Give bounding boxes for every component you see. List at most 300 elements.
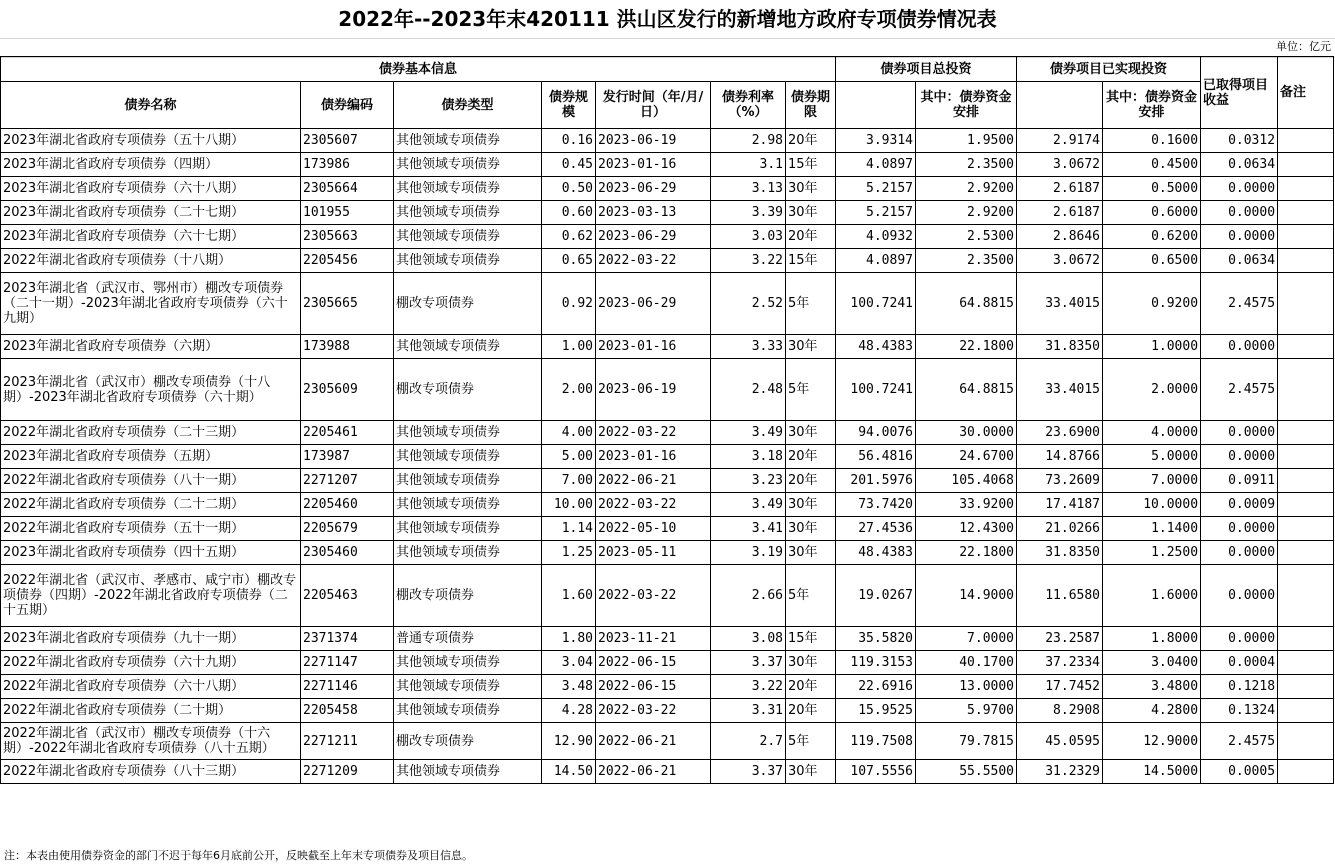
cell-name: 2022年湖北省政府专项债券（八十一期） [1, 469, 301, 493]
header-total-blank [836, 82, 916, 129]
cell-term: 20年 [786, 469, 836, 493]
cell-code: 2305607 [301, 129, 394, 153]
cell-term: 30年 [786, 651, 836, 675]
cell-income: 0.0000 [1201, 421, 1278, 445]
cell-name: 2023年湖北省（武汉市、鄂州市）棚改专项债券（二十一期）-2023年湖北省政府专项债券（六十九期） [1, 273, 301, 335]
cell-total: 5.2157 [836, 201, 916, 225]
cell-total: 3.9314 [836, 129, 916, 153]
table-row [1, 201, 1334, 225]
cell-scale: 1.80 [542, 627, 596, 651]
cell-code: 2205458 [301, 699, 394, 723]
cell-realized-bond: 12.9000 [1103, 723, 1201, 760]
cell-total: 35.5820 [836, 627, 916, 651]
cell-total: 48.4383 [836, 335, 916, 359]
cell-type: 其他领域专项债券 [394, 493, 542, 517]
cell-realized-bond: 0.5000 [1103, 177, 1201, 201]
cell-realized-bond: 5.0000 [1103, 445, 1201, 469]
cell-total-bond: 24.6700 [916, 445, 1017, 469]
cell-term: 30年 [786, 517, 836, 541]
table-row [1, 699, 1334, 723]
cell-realized: 17.4187 [1017, 493, 1103, 517]
cell-date: 2023-03-13 [596, 201, 711, 225]
cell-rate: 2.98 [711, 129, 786, 153]
cell-total-bond: 105.4068 [916, 469, 1017, 493]
cell-income: 0.0634 [1201, 249, 1278, 273]
cell-term: 5年 [786, 723, 836, 760]
cell-income: 0.0009 [1201, 493, 1278, 517]
cell-date: 2022-05-10 [596, 517, 711, 541]
cell-rate: 3.31 [711, 699, 786, 723]
cell-realized-bond: 3.4800 [1103, 675, 1201, 699]
cell-date: 2023-01-16 [596, 335, 711, 359]
cell-realized: 8.2908 [1017, 699, 1103, 723]
cell-type: 其他领域专项债券 [394, 517, 542, 541]
cell-date: 2022-06-21 [596, 760, 711, 784]
cell-scale: 12.90 [542, 723, 596, 760]
header-total-investment: 债券项目总投资 [836, 57, 1017, 82]
cell-total: 100.7241 [836, 359, 916, 421]
cell-realized-bond: 0.6500 [1103, 249, 1201, 273]
table-row [1, 469, 1334, 493]
cell-code: 2305665 [301, 273, 394, 335]
cell-rate: 3.37 [711, 760, 786, 784]
cell-scale: 5.00 [542, 445, 596, 469]
table-row [1, 723, 1334, 760]
cell-type: 其他领域专项债券 [394, 201, 542, 225]
header-interest-rate: 债券利率（%） [711, 82, 786, 129]
cell-scale: 1.00 [542, 335, 596, 359]
cell-scale: 0.92 [542, 273, 596, 335]
cell-total-bond: 14.9000 [916, 565, 1017, 627]
cell-total: 119.7508 [836, 723, 916, 760]
cell-term: 30年 [786, 541, 836, 565]
cell-scale: 1.25 [542, 541, 596, 565]
cell-date: 2023-01-16 [596, 153, 711, 177]
cell-total: 56.4816 [836, 445, 916, 469]
cell-total-bond: 2.5300 [916, 225, 1017, 249]
header-realized-blank [1017, 82, 1103, 129]
cell-scale: 3.48 [542, 675, 596, 699]
cell-realized: 2.6187 [1017, 201, 1103, 225]
cell-name: 2023年湖北省政府专项债券（四十五期） [1, 541, 301, 565]
cell-realized: 2.6187 [1017, 177, 1103, 201]
cell-code: 2305609 [301, 359, 394, 421]
table-row [1, 675, 1334, 699]
cell-scale: 0.50 [542, 177, 596, 201]
header-bond-type: 债券类型 [394, 82, 542, 129]
cell-term: 30年 [786, 421, 836, 445]
cell-term: 20年 [786, 675, 836, 699]
cell-total-bond: 40.1700 [916, 651, 1017, 675]
header-realized-bond-funds: 其中：债券资金安排 [1103, 82, 1201, 129]
header-project-income: 已取得项目收益 [1201, 57, 1278, 129]
cell-scale: 1.14 [542, 517, 596, 541]
cell-realized-bond: 2.0000 [1103, 359, 1201, 421]
cell-realized: 33.4015 [1017, 273, 1103, 335]
cell-rate: 3.22 [711, 675, 786, 699]
cell-type: 其他领域专项债券 [394, 249, 542, 273]
cell-scale: 0.16 [542, 129, 596, 153]
header-term: 债券期限 [786, 82, 836, 129]
cell-rate: 3.18 [711, 445, 786, 469]
cell-realized: 23.2587 [1017, 627, 1103, 651]
cell-remark [1278, 177, 1334, 201]
table-row [1, 627, 1334, 651]
cell-realized: 3.0672 [1017, 153, 1103, 177]
cell-remark [1278, 153, 1334, 177]
cell-term: 5年 [786, 565, 836, 627]
cell-remark [1278, 675, 1334, 699]
cell-scale: 3.04 [542, 651, 596, 675]
header-bond-scale: 债券规模 [542, 82, 596, 129]
cell-realized-bond: 0.9200 [1103, 273, 1201, 335]
cell-realized: 31.8350 [1017, 541, 1103, 565]
cell-rate: 3.49 [711, 421, 786, 445]
cell-type: 其他领域专项债券 [394, 469, 542, 493]
cell-total: 48.4383 [836, 541, 916, 565]
cell-type: 其他领域专项债券 [394, 421, 542, 445]
cell-code: 173987 [301, 445, 394, 469]
cell-total-bond: 64.8815 [916, 359, 1017, 421]
cell-term: 20年 [786, 225, 836, 249]
cell-income: 0.0000 [1201, 177, 1278, 201]
cell-remark [1278, 493, 1334, 517]
table-row [1, 273, 1334, 335]
cell-total-bond: 22.1800 [916, 541, 1017, 565]
cell-rate: 2.7 [711, 723, 786, 760]
unit-label: 单位：亿元 [1276, 40, 1331, 53]
cell-term: 30年 [786, 493, 836, 517]
cell-realized: 23.6900 [1017, 421, 1103, 445]
cell-realized-bond: 0.1600 [1103, 129, 1201, 153]
cell-remark [1278, 627, 1334, 651]
cell-date: 2023-06-19 [596, 129, 711, 153]
cell-total: 100.7241 [836, 273, 916, 335]
cell-scale: 0.65 [542, 249, 596, 273]
table-row [1, 153, 1334, 177]
table-row [1, 359, 1334, 421]
cell-code: 2371374 [301, 627, 394, 651]
table-row [1, 565, 1334, 627]
cell-type: 普通专项债券 [394, 627, 542, 651]
cell-remark [1278, 335, 1334, 359]
cell-total-bond: 1.9500 [916, 129, 1017, 153]
cell-code: 2271209 [301, 760, 394, 784]
cell-code: 2205461 [301, 421, 394, 445]
cell-total: 4.0897 [836, 249, 916, 273]
cell-realized: 2.8646 [1017, 225, 1103, 249]
cell-rate: 3.1 [711, 153, 786, 177]
cell-realized: 21.0266 [1017, 517, 1103, 541]
cell-total-bond: 12.4300 [916, 517, 1017, 541]
header-basic-info: 债券基本信息 [1, 57, 836, 82]
cell-type: 其他领域专项债券 [394, 541, 542, 565]
cell-remark [1278, 273, 1334, 335]
cell-realized: 14.8766 [1017, 445, 1103, 469]
cell-remark [1278, 760, 1334, 784]
cell-scale: 0.62 [542, 225, 596, 249]
cell-realized-bond: 3.0400 [1103, 651, 1201, 675]
cell-date: 2022-03-22 [596, 249, 711, 273]
bond-table [0, 56, 1334, 784]
cell-rate: 2.66 [711, 565, 786, 627]
header-realized-investment: 债券项目已实现投资 [1017, 57, 1201, 82]
cell-name: 2022年湖北省政府专项债券（十八期） [1, 249, 301, 273]
cell-scale: 0.60 [542, 201, 596, 225]
cell-income: 2.4575 [1201, 359, 1278, 421]
cell-total-bond: 33.9200 [916, 493, 1017, 517]
cell-term: 20年 [786, 445, 836, 469]
cell-name: 2023年湖北省政府专项债券（五期） [1, 445, 301, 469]
cell-income: 0.0005 [1201, 760, 1278, 784]
cell-realized: 73.2609 [1017, 469, 1103, 493]
cell-code: 2305460 [301, 541, 394, 565]
cell-name: 2023年湖北省政府专项债券（六十八期） [1, 177, 301, 201]
cell-term: 15年 [786, 627, 836, 651]
cell-scale: 14.50 [542, 760, 596, 784]
cell-code: 2271146 [301, 675, 394, 699]
cell-realized-bond: 0.6000 [1103, 201, 1201, 225]
cell-term: 30年 [786, 201, 836, 225]
header-issue-date: 发行时间（年/月/日） [596, 82, 711, 129]
cell-total: 15.9525 [836, 699, 916, 723]
cell-remark [1278, 249, 1334, 273]
cell-income: 0.0911 [1201, 469, 1278, 493]
cell-name: 2023年湖北省政府专项债券（六期） [1, 335, 301, 359]
cell-realized-bond: 0.6200 [1103, 225, 1201, 249]
cell-date: 2022-06-15 [596, 651, 711, 675]
cell-rate: 3.13 [711, 177, 786, 201]
cell-total-bond: 79.7815 [916, 723, 1017, 760]
cell-name: 2023年湖北省政府专项债券（四期） [1, 153, 301, 177]
cell-realized-bond: 1.8000 [1103, 627, 1201, 651]
cell-rate: 3.19 [711, 541, 786, 565]
cell-scale: 1.60 [542, 565, 596, 627]
cell-income: 0.0000 [1201, 565, 1278, 627]
cell-realized: 2.9174 [1017, 129, 1103, 153]
table-row [1, 421, 1334, 445]
cell-total: 94.0076 [836, 421, 916, 445]
cell-date: 2023-06-29 [596, 177, 711, 201]
table-row [1, 445, 1334, 469]
cell-realized-bond: 10.0000 [1103, 493, 1201, 517]
cell-type: 其他领域专项债券 [394, 335, 542, 359]
cell-realized-bond: 7.0000 [1103, 469, 1201, 493]
cell-total: 27.4536 [836, 517, 916, 541]
cell-rate: 3.33 [711, 335, 786, 359]
cell-income: 0.0000 [1201, 335, 1278, 359]
cell-remark [1278, 421, 1334, 445]
cell-type: 其他领域专项债券 [394, 760, 542, 784]
table-row [1, 129, 1334, 153]
cell-term: 20年 [786, 699, 836, 723]
cell-date: 2022-03-22 [596, 699, 711, 723]
cell-code: 2271207 [301, 469, 394, 493]
cell-term: 15年 [786, 153, 836, 177]
cell-total-bond: 7.0000 [916, 627, 1017, 651]
cell-type: 棚改专项债券 [394, 273, 542, 335]
cell-name: 2022年湖北省政府专项债券（六十八期） [1, 675, 301, 699]
cell-code: 101955 [301, 201, 394, 225]
cell-income: 0.0000 [1201, 201, 1278, 225]
cell-realized-bond: 1.6000 [1103, 565, 1201, 627]
cell-total: 4.0897 [836, 153, 916, 177]
cell-name: 2022年湖北省政府专项债券（二十三期） [1, 421, 301, 445]
cell-rate: 3.03 [711, 225, 786, 249]
cell-total: 19.0267 [836, 565, 916, 627]
cell-name: 2022年湖北省政府专项债券（五十一期） [1, 517, 301, 541]
cell-remark [1278, 723, 1334, 760]
cell-name: 2022年湖北省政府专项债券（二十期） [1, 699, 301, 723]
cell-type: 其他领域专项债券 [394, 651, 542, 675]
table-row [1, 541, 1334, 565]
cell-realized: 11.6580 [1017, 565, 1103, 627]
cell-remark [1278, 517, 1334, 541]
page-title: 2022年--2023年末420111 洪山区发行的新增地方政府专项债券情况表 [338, 7, 997, 31]
cell-date: 2022-06-21 [596, 723, 711, 760]
cell-income: 2.4575 [1201, 723, 1278, 760]
cell-term: 30年 [786, 335, 836, 359]
cell-name: 2023年湖北省政府专项债券（九十一期） [1, 627, 301, 651]
cell-name: 2022年湖北省政府专项债券（八十三期） [1, 760, 301, 784]
cell-date: 2022-06-15 [596, 675, 711, 699]
cell-total: 22.6916 [836, 675, 916, 699]
cell-total-bond: 2.3500 [916, 153, 1017, 177]
cell-income: 0.0000 [1201, 627, 1278, 651]
cell-realized-bond: 1.2500 [1103, 541, 1201, 565]
cell-total-bond: 30.0000 [916, 421, 1017, 445]
cell-rate: 3.49 [711, 493, 786, 517]
spacer-row [0, 38, 1335, 58]
cell-remark [1278, 445, 1334, 469]
cell-name: 2022年湖北省政府专项债券（二十二期） [1, 493, 301, 517]
cell-income: 0.0000 [1201, 225, 1278, 249]
cell-scale: 4.00 [542, 421, 596, 445]
cell-realized: 31.2329 [1017, 760, 1103, 784]
cell-realized-bond: 14.5000 [1103, 760, 1201, 784]
cell-total: 119.3153 [836, 651, 916, 675]
cell-name: 2022年湖北省政府专项债券（六十九期） [1, 651, 301, 675]
cell-code: 2271211 [301, 723, 394, 760]
cell-rate: 3.23 [711, 469, 786, 493]
cell-total-bond: 64.8815 [916, 273, 1017, 335]
cell-remark [1278, 699, 1334, 723]
cell-code: 2205463 [301, 565, 394, 627]
cell-date: 2023-05-11 [596, 541, 711, 565]
cell-remark [1278, 565, 1334, 627]
cell-rate: 3.41 [711, 517, 786, 541]
cell-name: 2023年湖北省（武汉市）棚改专项债券（十八期）-2023年湖北省政府专项债券（六十期） [1, 359, 301, 421]
cell-remark [1278, 541, 1334, 565]
cell-realized-bond: 4.2800 [1103, 699, 1201, 723]
cell-total-bond: 2.3500 [916, 249, 1017, 273]
cell-date: 2023-06-29 [596, 225, 711, 249]
cell-type: 其他领域专项债券 [394, 445, 542, 469]
cell-rate: 2.52 [711, 273, 786, 335]
cell-date: 2023-11-21 [596, 627, 711, 651]
cell-realized-bond: 0.4500 [1103, 153, 1201, 177]
cell-realized: 31.8350 [1017, 335, 1103, 359]
cell-total: 4.0932 [836, 225, 916, 249]
cell-remark [1278, 201, 1334, 225]
cell-date: 2023-06-19 [596, 359, 711, 421]
header-bond-code: 债券编码 [301, 82, 394, 129]
cell-total: 73.7420 [836, 493, 916, 517]
cell-name: 2023年湖北省政府专项债券（五十八期） [1, 129, 301, 153]
cell-rate: 3.22 [711, 249, 786, 273]
cell-rate: 3.08 [711, 627, 786, 651]
cell-remark [1278, 225, 1334, 249]
cell-income: 0.0634 [1201, 153, 1278, 177]
cell-code: 2205679 [301, 517, 394, 541]
cell-rate: 3.39 [711, 201, 786, 225]
cell-income: 0.0004 [1201, 651, 1278, 675]
cell-remark [1278, 651, 1334, 675]
cell-total-bond: 22.1800 [916, 335, 1017, 359]
cell-code: 173988 [301, 335, 394, 359]
header-bond-name: 债券名称 [1, 82, 301, 129]
cell-date: 2022-03-22 [596, 421, 711, 445]
cell-type: 其他领域专项债券 [394, 699, 542, 723]
header-total-bond-funds: 其中：债券资金安排 [916, 82, 1017, 129]
cell-total-bond: 13.0000 [916, 675, 1017, 699]
table-row [1, 225, 1334, 249]
footnote: 注：本表由使用债券资金的部门不迟于每年6月底前公开，反映截至上年末专项债券及项目信息。 [4, 849, 473, 862]
cell-realized-bond: 1.0000 [1103, 335, 1201, 359]
cell-type: 棚改专项债券 [394, 359, 542, 421]
cell-total-bond: 5.9700 [916, 699, 1017, 723]
cell-code: 2271147 [301, 651, 394, 675]
cell-date: 2023-06-29 [596, 273, 711, 335]
cell-remark [1278, 359, 1334, 421]
cell-income: 2.4575 [1201, 273, 1278, 335]
table-row [1, 651, 1334, 675]
cell-realized: 3.0672 [1017, 249, 1103, 273]
cell-rate: 2.48 [711, 359, 786, 421]
cell-total: 201.5976 [836, 469, 916, 493]
cell-realized: 45.0595 [1017, 723, 1103, 760]
table-body [1, 129, 1334, 784]
cell-code: 2305664 [301, 177, 394, 201]
cell-name: 2022年湖北省（武汉市、孝感市、咸宁市）棚改专项债券（四期）-2022年湖北省政府专项债券（二十五期） [1, 565, 301, 627]
cell-term: 5年 [786, 359, 836, 421]
cell-type: 其他领域专项债券 [394, 153, 542, 177]
cell-type: 其他领域专项债券 [394, 675, 542, 699]
table-row [1, 517, 1334, 541]
cell-income: 0.0312 [1201, 129, 1278, 153]
cell-remark [1278, 129, 1334, 153]
cell-income: 0.1218 [1201, 675, 1278, 699]
table-row [1, 249, 1334, 273]
cell-scale: 10.00 [542, 493, 596, 517]
cell-total: 5.2157 [836, 177, 916, 201]
cell-type: 其他领域专项债券 [394, 177, 542, 201]
cell-type: 其他领域专项债券 [394, 225, 542, 249]
cell-code: 173986 [301, 153, 394, 177]
cell-type: 棚改专项债券 [394, 723, 542, 760]
cell-realized: 33.4015 [1017, 359, 1103, 421]
cell-date: 2022-03-22 [596, 565, 711, 627]
cell-name: 2023年湖北省政府专项债券（二十七期） [1, 201, 301, 225]
cell-code: 2205456 [301, 249, 394, 273]
cell-income: 0.0000 [1201, 517, 1278, 541]
table-row [1, 177, 1334, 201]
cell-income: 0.0000 [1201, 445, 1278, 469]
cell-type: 棚改专项债券 [394, 565, 542, 627]
cell-realized: 17.7452 [1017, 675, 1103, 699]
cell-date: 2023-01-16 [596, 445, 711, 469]
table-row [1, 335, 1334, 359]
